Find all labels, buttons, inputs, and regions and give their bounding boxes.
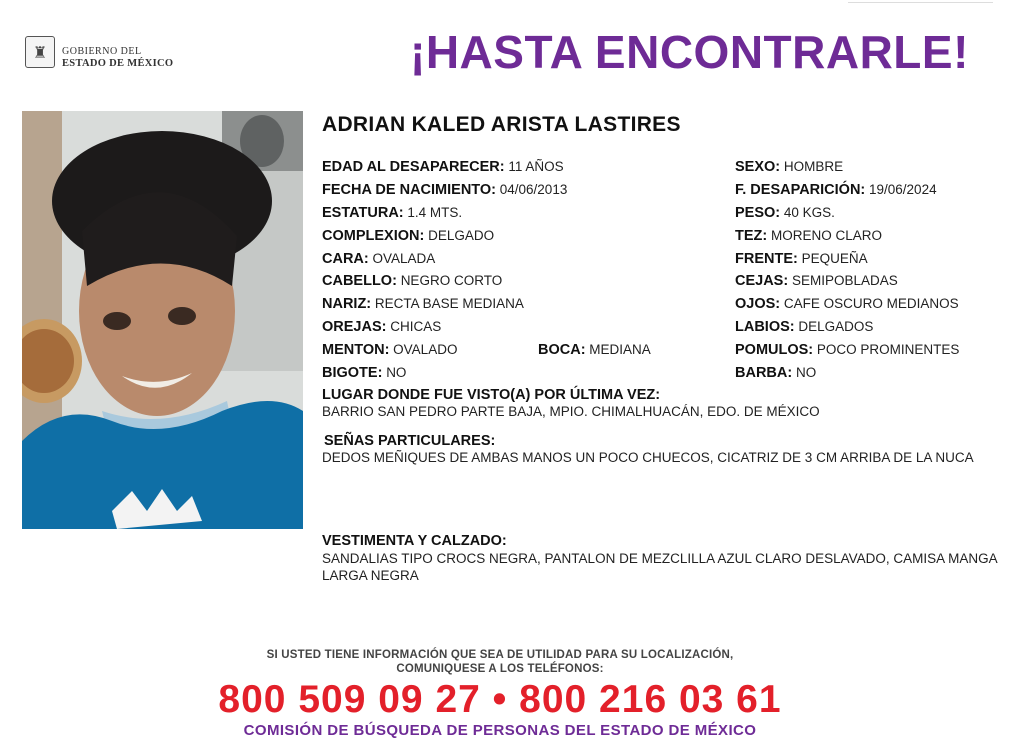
phone-numbers: 800 509 09 27 • 800 216 03 61 <box>218 678 782 721</box>
field-label: BARBA: <box>735 365 793 381</box>
government-name <box>62 46 173 70</box>
last-seen-title: LUGAR DONDE FUE VISTO(A) POR ÚLTIMA VEZ: <box>322 387 661 403</box>
field-label: BOCA: <box>538 342 586 358</box>
contact-info-line-1: SI USTED TIENE INFORMACIÓN QUE SEA DE UTILIDAD PARA SU LOCALIZACIÓN, <box>266 649 734 661</box>
field-value: OVALADA <box>372 251 436 266</box>
marks-title: SEÑAS PARTICULARES: <box>324 433 496 449</box>
field-value: MEDIANA <box>589 342 651 357</box>
field-value: MORENO CLARO <box>770 228 882 243</box>
field-orejas <box>322 318 441 336</box>
field-cejas <box>735 272 898 290</box>
top-divider <box>848 2 993 3</box>
field-cara <box>322 250 435 268</box>
field-pomulos <box>735 341 959 359</box>
field-label: CARA: <box>322 251 369 267</box>
field-cabello <box>322 272 502 290</box>
field-label: OJOS: <box>735 296 781 312</box>
missing-person-photo <box>22 111 303 529</box>
field-label: EDAD AL DESAPARECER: <box>322 159 505 175</box>
field-label: POMULOS: <box>735 342 814 358</box>
government-logo <box>25 36 185 72</box>
field-tez <box>735 227 882 245</box>
contact-info-line-2: COMUNIQUESE A LOS TELÉFONOS: <box>396 663 604 675</box>
gov-line-1: GOBIERNO DEL <box>62 46 142 57</box>
field-value: 11 AÑOS <box>508 159 564 174</box>
field-edad <box>322 158 564 176</box>
clothing-title: VESTIMENTA Y CALZADO: <box>322 533 507 549</box>
field-value: NO <box>386 365 407 380</box>
field-labios <box>735 318 873 336</box>
field-estatura <box>322 204 462 222</box>
field-value: RECTA BASE MEDIANA <box>374 296 524 311</box>
clothing-text: SANDALIAS TIPO CROCS NEGRA, PANTALON DE MEZCLILLA AZUL CLARO DESLAVADO, CAMISA MANGA LARGA NEGRA <box>322 551 997 583</box>
field-value: POCO PROMINENTES <box>816 342 960 357</box>
field-label: F. DESAPARICIÓN: <box>735 182 866 198</box>
field-value: CHICAS <box>390 319 442 334</box>
contact-info <box>200 648 800 676</box>
field-boca <box>538 341 651 359</box>
person-name: ADRIAN KALED ARISTA LASTIRES <box>322 113 681 136</box>
field-value: SEMIPOBLADAS <box>791 273 898 288</box>
field-frente <box>735 250 868 268</box>
field-label: COMPLEXION: <box>322 228 425 244</box>
field-value: DELGADO <box>428 228 495 243</box>
field-bigote <box>322 364 406 382</box>
field-label: PESO: <box>735 205 781 221</box>
field-menton <box>322 341 457 359</box>
last-seen-text: BARRIO SAN PEDRO PARTE BAJA, MPIO. CHIMALHUACÁN, EDO. DE MÉXICO <box>322 404 820 419</box>
field-value: PEQUEÑA <box>801 251 868 266</box>
marks-text: DEDOS MEÑIQUES DE AMBAS MANOS UN POCO CHUECOS, CICATRIZ DE 3 CM ARRIBA DE LA NUCA <box>322 450 974 465</box>
state-seal-icon: ♜ <box>25 36 55 68</box>
field-label: CEJAS: <box>735 273 789 289</box>
field-label: SEXO: <box>735 159 781 175</box>
page-title: ¡HASTA ENCONTRARLE! <box>410 26 969 78</box>
field-value: NEGRO CORTO <box>400 273 503 288</box>
field-label: ESTATURA: <box>322 205 404 221</box>
field-label: CABELLO: <box>322 273 397 289</box>
field-label: NARIZ: <box>322 296 372 312</box>
field-peso <box>735 204 835 222</box>
field-desaparicion <box>735 181 937 199</box>
field-label: FRENTE: <box>735 251 798 267</box>
commission-name: COMISIÓN DE BÚSQUEDA DE PERSONAS DEL ESTADO DE MÉXICO <box>243 722 757 739</box>
field-complexion <box>322 227 494 245</box>
field-value: 40 KGS. <box>783 205 835 220</box>
field-label: OREJAS: <box>322 319 387 335</box>
field-value: CAFE OSCURO MEDIANOS <box>783 296 959 311</box>
field-label: FECHA DE NACIMIENTO: <box>322 182 496 198</box>
field-ojos <box>735 295 959 313</box>
field-sexo <box>735 158 843 176</box>
field-label: TEZ: <box>735 228 768 244</box>
field-value: 04/06/2013 <box>499 182 568 197</box>
field-value: 19/06/2024 <box>869 182 937 197</box>
field-barba <box>735 364 816 382</box>
field-label: LABIOS: <box>735 319 795 335</box>
field-value: 1.4 MTS. <box>407 205 463 220</box>
gov-line-2: ESTADO DE MÉXICO <box>62 58 174 69</box>
field-label: BIGOTE: <box>322 365 383 381</box>
field-nariz <box>322 295 524 313</box>
field-label: MENTON: <box>322 342 390 358</box>
field-value: DELGADOS <box>798 319 874 334</box>
field-value: NO <box>795 365 817 380</box>
field-value: HOMBRE <box>783 159 844 174</box>
field-value: OVALADO <box>393 342 458 357</box>
field-nacimiento <box>322 181 567 199</box>
